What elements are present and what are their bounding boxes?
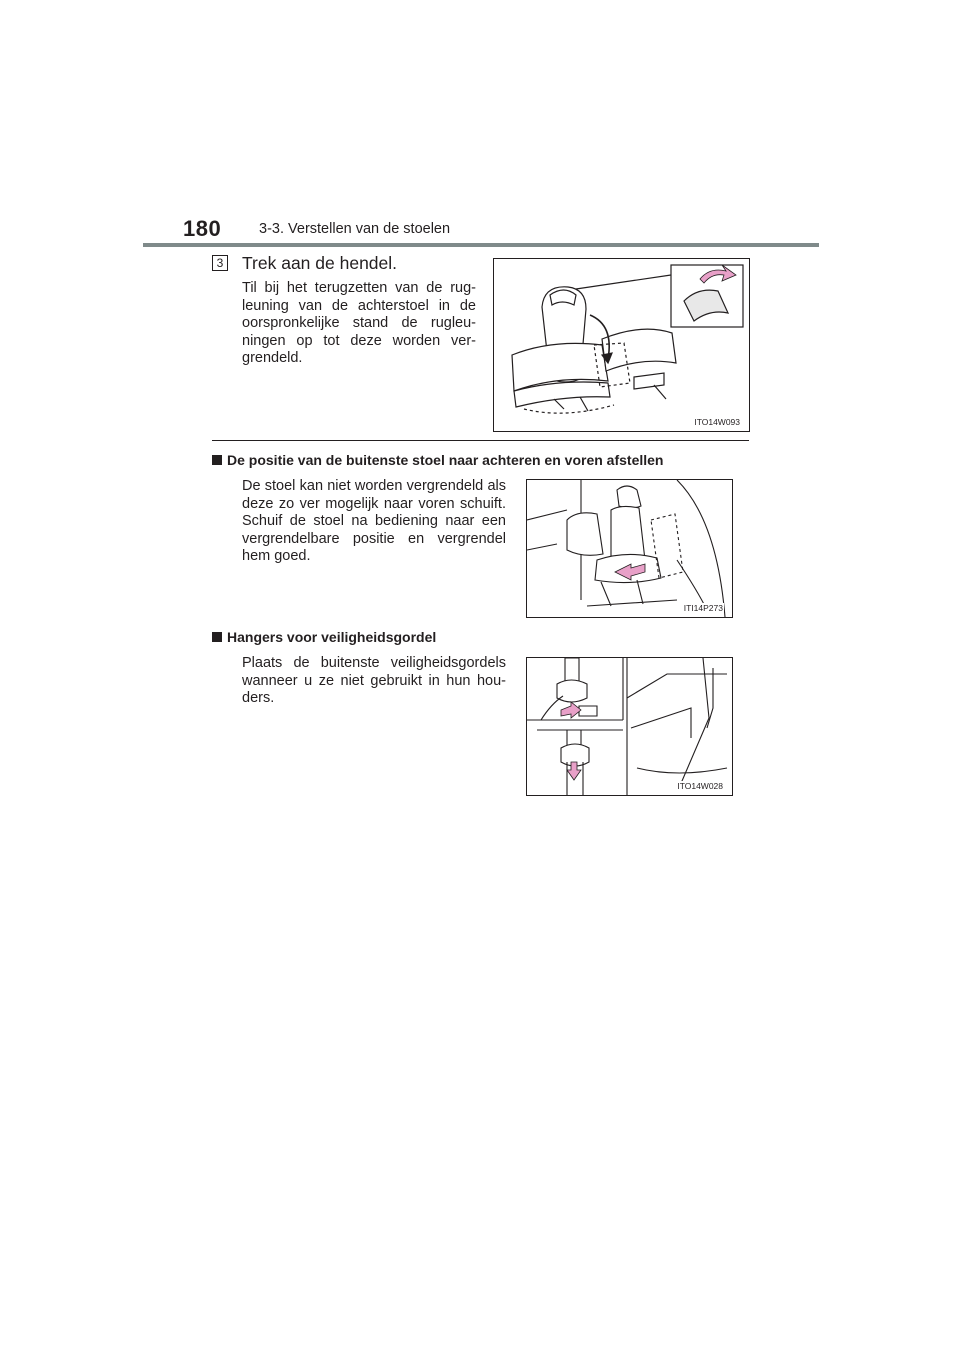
section-heading-text: Hangers voor veiligheidsgordel (227, 629, 437, 645)
figure-seat-slide (526, 479, 733, 618)
step-title: Trek aan de hendel. (242, 253, 398, 273)
step-description: Til bij het terugzetten van de rug-leuning van de achterstoel in de oorspronkelijke stand de rugleu-ningen op tot deze worden ver-grendeld. (242, 280, 476, 367)
figure-code: ITI14P273 (683, 603, 723, 613)
header-divider (143, 243, 819, 247)
seat-slide-illustration (527, 480, 732, 617)
section-heading-text: De positie van de buitenste stoel naar achteren en voren afstellen (227, 452, 664, 468)
figure-seat-lever (493, 258, 750, 432)
section-heading (212, 629, 612, 645)
seat-lever-illustration (494, 259, 749, 431)
page-number: 180 (183, 216, 222, 241)
section-divider (212, 440, 749, 441)
section-heading (212, 452, 772, 468)
figure-code: ITO14W028 (677, 781, 723, 791)
bullet-square-icon (212, 632, 222, 642)
figure-code: ITO14W093 (694, 417, 740, 427)
bullet-square-icon (212, 455, 222, 465)
section-text: De stoel kan niet worden vergrendeld als deze zo ver mogelijk naar voren schuift. Schuif de stoel na bediening naar een vergrendelbare positie en vergrendel hem goed. (242, 478, 506, 565)
figure-belt-hanger (526, 657, 733, 796)
step-number-badge: 3 (212, 255, 228, 271)
section-title: 3-3. Verstellen van de stoelen (259, 221, 451, 237)
section-text: Plaats de buitenste veiligheidsgordels wanneer u ze niet gebruikt in hun hou-ders. (242, 655, 506, 707)
belt-hanger-illustration (527, 658, 732, 795)
